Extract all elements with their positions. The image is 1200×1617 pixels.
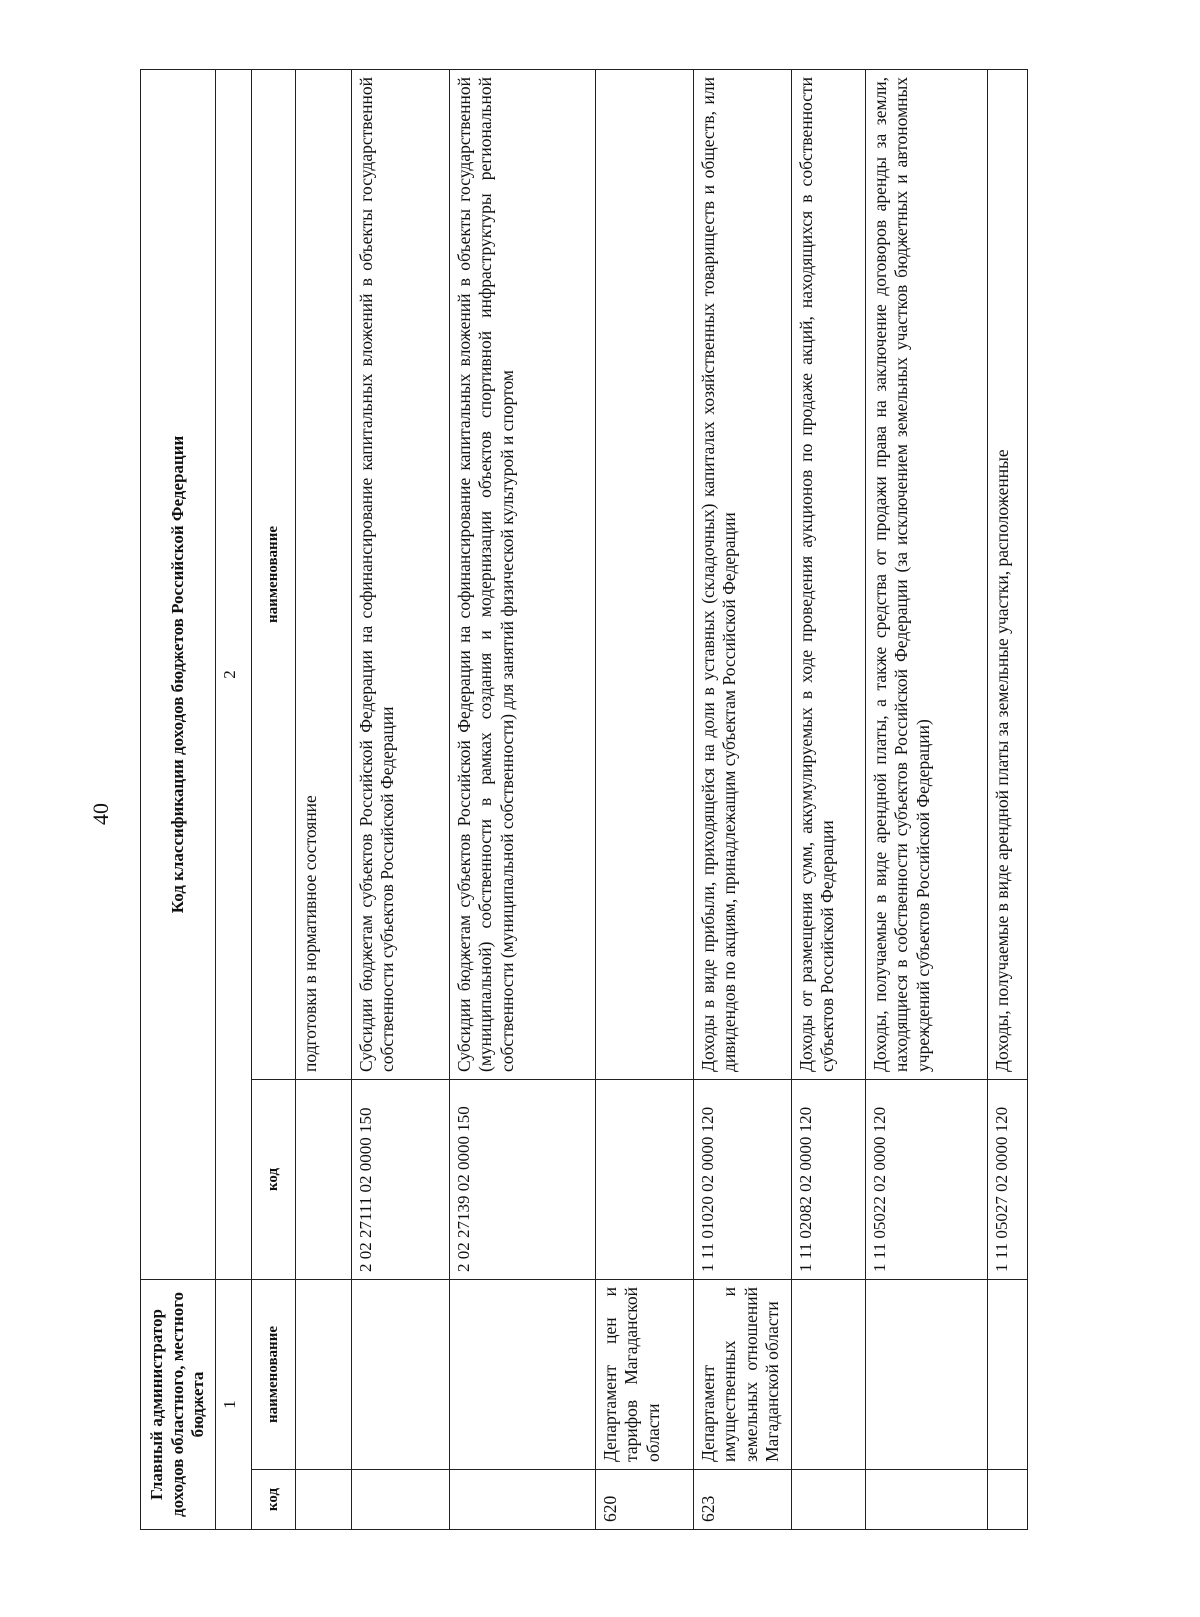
- adm-code-cell: [866, 1470, 988, 1530]
- code-cell: 1 11 05022 02 0000 120: [866, 1079, 988, 1279]
- adm-name-cell: Департамент цен и тарифов Магаданской области: [596, 1279, 694, 1469]
- table-row: [450, 69, 596, 1529]
- code-cell: [596, 1079, 694, 1279]
- adm-code-cell: 620: [596, 1470, 694, 1530]
- code-cell: 1 11 01020 02 0000 120: [694, 1079, 792, 1279]
- adm-name-cell: [866, 1279, 988, 1469]
- name-cell: Субсидии бюджетам субъектов Российской Федерации на софинансирование капитальных вложений в объекты государственной собственности субъектов Российской Федерации: [352, 69, 450, 1079]
- code-cell: [296, 1079, 352, 1279]
- adm-code-cell: [792, 1470, 866, 1530]
- adm-name-cell: [352, 1279, 450, 1469]
- name-cell: Субсидии бюджетам субъектов Российской Федерации на софинансирование капитальных вложений в объекты государственной (муниципальной) собственности в рамках создания и модернизации объектов спортивной инфраструктуры региональной собственности (муниципальной собственности) для занятий физической культурой и спортом: [450, 69, 596, 1079]
- adm-name-cell: [450, 1279, 596, 1469]
- header-classification-code: Код классификации доходов бюджетов Российской Федерации: [141, 69, 216, 1279]
- header-adm-code: код: [252, 1470, 296, 1530]
- code-cell: 1 11 02082 02 0000 120: [792, 1079, 866, 1279]
- name-cell: подготовки в нормативное состояние: [296, 69, 352, 1079]
- name-cell: Доходы от размещения сумм, аккумулируемых в ходе проведения аукционов по продаже акций, находящихся в собственности субъектов Российской Федерации: [792, 69, 866, 1079]
- revenue-classification-table: [140, 69, 1028, 1530]
- table-row: [792, 69, 866, 1529]
- header-number-2: 2: [216, 69, 252, 1279]
- adm-code-cell: [450, 1470, 596, 1530]
- adm-code-cell: [352, 1470, 450, 1530]
- name-cell: [596, 69, 694, 1079]
- header-name: наименование: [252, 69, 296, 1079]
- name-cell: Доходы, получаемые в виде арендной платы, а также средства от продажи права на заключение договоров аренды за земли, находящиеся в собственности субъектов Российской Федерации (за исключением земельных участков бюджетных и автономных учреждений субъектов Российской Федерации): [866, 69, 988, 1079]
- name-cell: Доходы, получаемые в виде арендной платы за земельные участки, расположенные: [988, 69, 1028, 1079]
- table-row: [988, 69, 1028, 1529]
- adm-name-cell: [296, 1279, 352, 1469]
- table-row: [866, 69, 988, 1529]
- adm-name-cell: Департамент имущественных и земельных отношений Магаданской области: [694, 1279, 792, 1469]
- adm-name-cell: [988, 1279, 1028, 1469]
- code-cell: 2 02 27139 02 0000 150: [450, 1079, 596, 1279]
- table-row: [694, 69, 792, 1529]
- header-adm-name: наименование: [252, 1279, 296, 1469]
- header-code: код: [252, 1079, 296, 1279]
- adm-code-cell: [988, 1470, 1028, 1530]
- header-administrator: Главный администратор доходов областного, местного бюджета: [141, 1279, 216, 1529]
- rotated-table-wrapper: [140, 70, 1200, 1530]
- adm-code-cell: [296, 1470, 352, 1530]
- header-number-1: 1: [216, 1279, 252, 1529]
- adm-name-cell: [792, 1279, 866, 1469]
- page-number: 40: [88, 803, 113, 825]
- code-cell: 2 02 27111 02 0000 150: [352, 1079, 450, 1279]
- name-cell: Доходы в виде прибыли, приходящейся на доли в уставных (складочных) капиталах хозяйственных товариществ и обществ, или дивидендов по акциям, принадлежащим субъектам Российской Федерации: [694, 69, 792, 1079]
- table-row: [352, 69, 450, 1529]
- adm-code-cell: 623: [694, 1470, 792, 1530]
- table-row: [296, 69, 352, 1529]
- code-cell: 1 11 05027 02 0000 120: [988, 1079, 1028, 1279]
- table-row: [596, 69, 694, 1529]
